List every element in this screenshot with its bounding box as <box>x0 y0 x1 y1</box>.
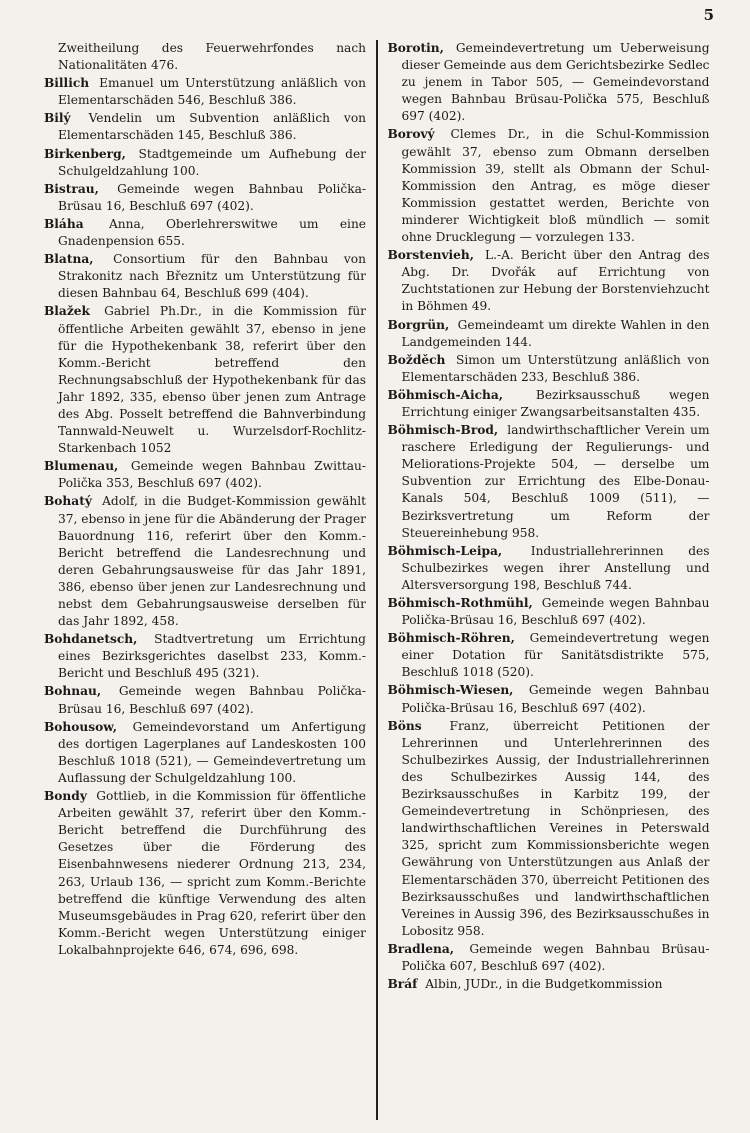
entry-text: Franz, überreicht Petitionen der Lehrerinnen und Unterlehrerinnen des Schulbezirkes Aussig, der Industriallehrerinnen des Schulbezirkes Aussig 144, des Bezirksausschußes in Karbitz 199, der Gemeindevertretung in Schönpriesen, des landwirthschaftlichen Vereines in Peterswald 325, spricht zum Kommissionsberichte wegen Gewährung von Unterstützungen aus Anlaß der Elementarschäden 370, überreicht Petitionen des Bezirksausschußes und landwirthschaftlichen Vereines in Aussig 396, des Bezirksausschußes in Lobositz 958. <box>401 718 710 938</box>
index-entry <box>388 317 710 351</box>
index-entry <box>44 146 366 180</box>
entry-text: Gemeindevertretung wegen einer Dotation für Sanitätsdistrikte 575, Beschluß 1018 (520). <box>401 631 710 680</box>
entry-text: Anna, Oberlehrerswitwe um eine Gnadenpension 655. <box>58 216 367 249</box>
entry-headword: Birkenberg, <box>44 146 126 161</box>
index-entry <box>388 247 710 315</box>
index-entry <box>388 387 710 421</box>
entry-text: Clemes Dr., in die Schul-Kommission gewählt 37, ebenso zum Obmann derselben Kommission 39, stellt als Obmann der Schul-Kommission den Antrag, es möge dieser Kommission gestattet werden, Berichte von minderer Wichtigkeit bloß mündlich — somit ohne Drucklegung — vorzulegen 133. <box>401 127 710 245</box>
entry-headword: Bradlena, <box>387 941 455 956</box>
index-entry <box>388 422 710 542</box>
entry-text: Albin, JUDr., in die Budgetkommission <box>425 977 663 992</box>
entry-text: Emanuel um Unterstützung anläßlich von Elementarschäden 546, Beschluß 386. <box>58 76 366 108</box>
entry-headword: Billich <box>44 76 90 91</box>
entry-text: Gabriel Ph.Dr., in die Kommission für öffentliche Arbeiten gewählt 37, ebenso in jene für die Hypothekenbank 38, referirt über den Komm.-Bericht betreffend den Rechnungsabschluß der Hypothekenbank für das Jahr 1892, 335, ebenso über jenen zum Antrage des Abg. Posselt betreffend die Bahnverbindung Tannwald-Neuwelt u. Wurzelsdorf-Rochlitz-Starkenbach 1052 <box>58 304 366 456</box>
entry-headword: Bistrau, <box>44 181 99 196</box>
entry-text: Gemeindeamt um direkte Wahlen in den Landgemeinden 144. <box>401 317 710 349</box>
entry-text: Gemeinde wegen Bahnbau Polička-Brüsau 16, Beschluß 697 (402). <box>58 181 367 213</box>
entry-headword: Böhmisch-Leipa, <box>387 543 503 558</box>
entry-headword: Böhmisch-Brod, <box>387 423 499 438</box>
index-entry <box>44 683 366 717</box>
entry-text: Zweitheilung des Feuerwehrfondes nach Nationalitäten 476. <box>58 41 366 73</box>
entry-headword: Borový <box>387 127 435 142</box>
entry-text: Gemeindevertretung um Ueberweisung dieser Gemeinde aus dem Gerichtsbezirke Sedlec zu jenem in Tabor 505, — Gemeindevorstand wegen Bahnbau Brüsau-Polička 575, Beschluß 697 (402). <box>401 41 710 124</box>
entry-text: Stadtvertretung um Errichtung eines Bezirksgerichtes daselbst 233, Komm.-Bericht und Beschluß 495 (321). <box>58 632 366 681</box>
index-entry <box>44 75 366 109</box>
entry-text: Gottlieb, in die Kommission für öffentliche Arbeiten gewählt 37, referirt über den Komm.-Bericht betreffend die Durchführung des Gesetzes über die Förderung des Eisenbahnwesens niederer Ordnung 213, 234, 263, Urlaub 136, — spricht zum Komm.-Berichte betreffend die künftige Verwendung des alten Museumsgebäudes in Prag 620, referirt über den Komm.-Bericht wegen Unterstützung einiger Lokalbahnprojekte 646, 674, 696, 698. <box>58 789 366 957</box>
index-entry <box>44 303 366 457</box>
entry-text: landwirthschaftlicher Verein um raschere Erledigung der Regulierungs- und Meliorations-Projekte 504, — derselbe um Subvention zur Errichtung des Elbe-Donau-Kanals 504, Beschluß 1009 (511), — Bezirksvertretung um Reform der Steuereinhebung 958. <box>401 423 710 540</box>
entry-headword: Bohnau, <box>44 684 102 699</box>
entry-headword: Böhmisch-Röhren, <box>387 631 515 646</box>
entry-headword: Bohousow, <box>44 719 118 734</box>
index-entry <box>44 719 366 787</box>
index-entry <box>44 181 366 215</box>
entry-headword: Božděch <box>387 352 446 367</box>
entry-text: Gemeinde wegen Bahnbau Polička-Brüsau 16, Beschluß 697 (402). <box>58 684 367 716</box>
entry-headword: Böhmisch-Wiesen, <box>387 683 514 698</box>
entry-headword: Blažek <box>44 304 90 319</box>
entry-text: Vendelin um Subvention anläßlich von Elementarschäden 145, Beschluß 386. <box>58 111 367 143</box>
entry-headword: Böns <box>387 718 422 733</box>
entry-headword: Bráf <box>387 977 418 992</box>
index-entry <box>44 216 366 250</box>
index-entry <box>388 941 710 975</box>
entry-headword: Bilý <box>44 111 71 126</box>
index-entry <box>44 493 366 630</box>
index-entry <box>388 543 710 594</box>
entry-headword: Borotin, <box>387 41 444 55</box>
index-entry <box>388 682 710 716</box>
entry-text: Stadtgemeinde um Aufhebung der Schulgeldzahlung 100. <box>58 146 367 178</box>
entry-headword: Bohdanetsch, <box>44 632 138 647</box>
entry-text: Gemeinde wegen Bahnbau Polička-Brüsau 16, Beschluß 697 (402). <box>401 683 710 715</box>
entry-headword: Böhmisch-Rothmühl, <box>387 596 533 610</box>
index-entry <box>388 126 710 246</box>
entry-text: L.-A. Bericht über den Antrag des Abg. Dr. Dvořák auf Errichtung von Zuchtstationen zur Hebung der Borstenviehzucht in Böhmen 49. <box>401 248 710 314</box>
entry-headword: Borstenvieh, <box>387 248 475 263</box>
entry-headword: Borgrün, <box>387 317 450 332</box>
index-entry <box>44 788 366 959</box>
index-columns <box>44 40 716 1120</box>
right-column <box>378 40 710 1120</box>
entry-text: Gemeindevorstand um Anfertigung des dortigen Lagerplanes auf Landeskosten 100 Beschluß 1018 (521), — Gemeindevertretung um Auflassung der Schulgeldzahlung 100. <box>58 719 366 785</box>
index-entry <box>44 251 366 302</box>
page-number: 5 <box>703 6 714 24</box>
entry-headword: Böhmisch-Aicha, <box>387 387 504 402</box>
entry-headword: Blumenau, <box>44 459 119 474</box>
index-entry <box>44 631 366 682</box>
entry-text: Gemeinde wegen Bahnbau Brüsau-Polička 607, Beschluß 697 (402). <box>401 941 710 973</box>
entry-text: Gemeinde wegen Bahnbau Polička-Brüsau 16, Beschluß 697 (402). <box>401 596 710 628</box>
index-entry <box>44 40 366 74</box>
entry-text: Gemeinde wegen Bahnbau Zwittau-Polička 353, Beschluß 697 (402). <box>58 459 366 491</box>
left-column <box>44 40 376 1120</box>
index-entry <box>388 595 710 629</box>
index-entry <box>388 40 710 125</box>
entry-headword: Blatna, <box>44 252 94 267</box>
entry-text: Bezirksausschuß wegen Errichtung einiger Zwangsarbeitsanstalten 435. <box>401 387 710 419</box>
entry-text: Adolf, in die Budget-Kommission gewählt 37, ebenso in jene für die Abänderung der Prager Bauordnung 116, referirt über den Komm.-Bericht betreffend die Landesrechnung und deren Gebahrungsausweise für das Jahr 1891, 386, ebenso über jenen zur Landesrechnung und nebst dem Gebahrungsausweise derselben für das Jahr 1892, 458. <box>58 494 366 629</box>
index-entry <box>388 630 710 681</box>
index-entry <box>388 976 710 993</box>
entry-text: Simon um Unterstützung anläßlich von Elementarschäden 233, Beschluß 386. <box>401 352 710 384</box>
index-entry <box>44 458 366 492</box>
entry-headword: Bondy <box>44 789 87 804</box>
index-entry <box>44 110 366 144</box>
entry-headword: Bohatý <box>44 494 92 509</box>
entry-headword: Bláha <box>44 216 84 231</box>
entry-text: Industriallehrerinnen des Schulbezirkes wegen ihrer Anstellung und Altersversorgung 198, Beschluß 744. <box>401 543 710 592</box>
index-entry <box>388 352 710 386</box>
index-entry <box>388 718 710 940</box>
entry-text: Consortium für den Bahnbau von Strakonitz nach Březnitz um Unterstützung für diesen Bahnbau 64, Beschluß 699 (404). <box>58 252 366 301</box>
